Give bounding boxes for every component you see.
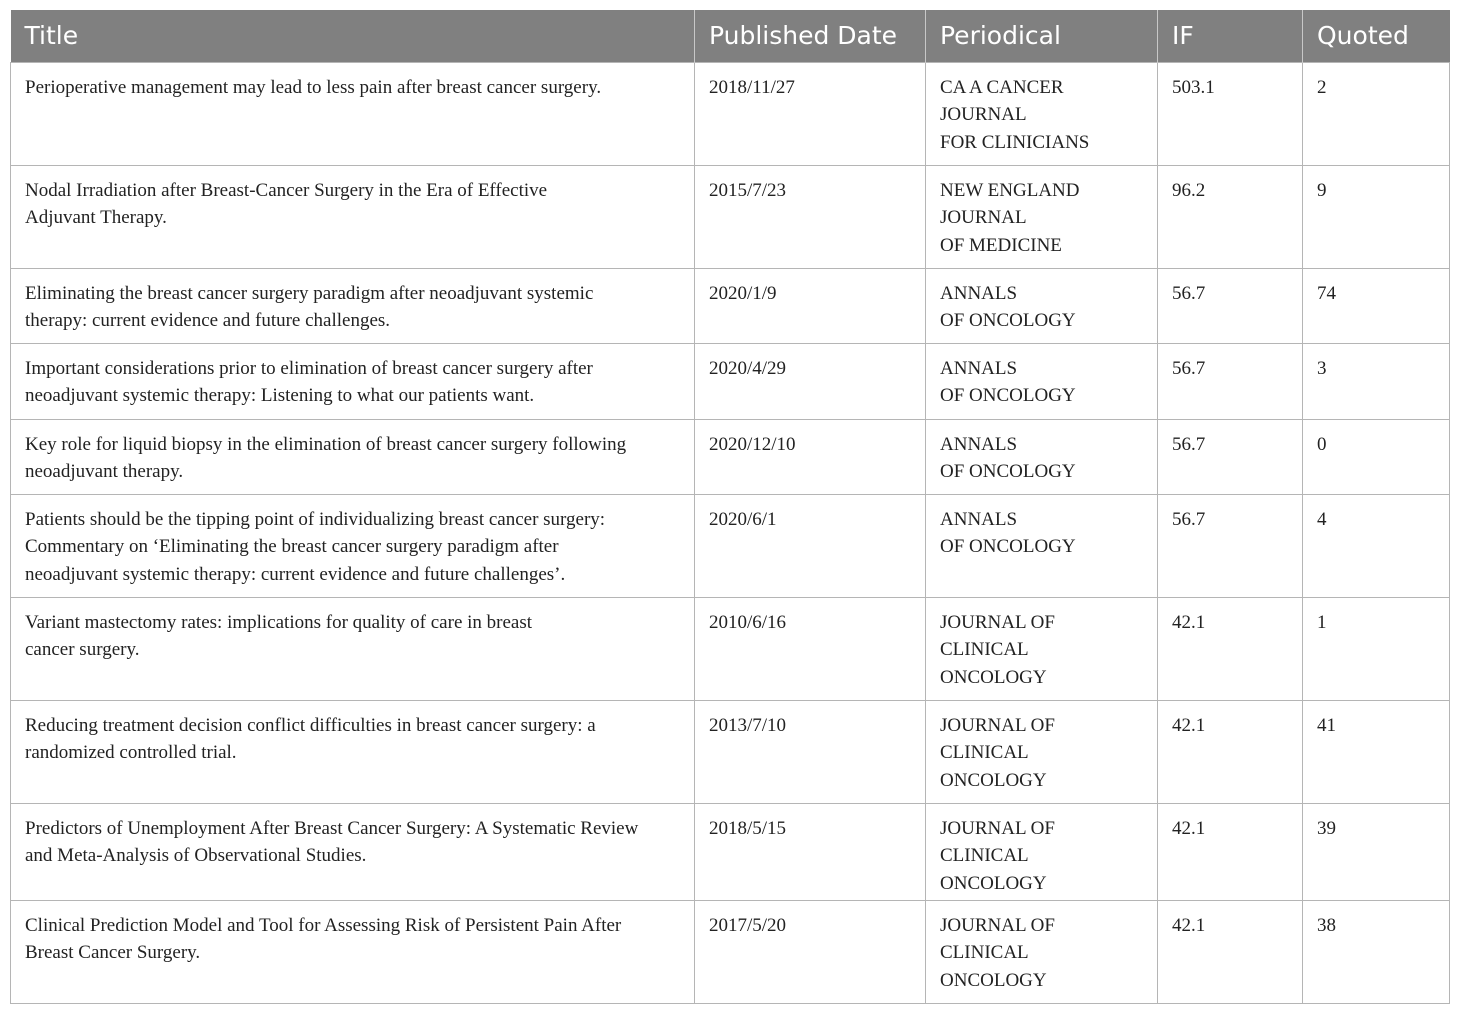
cell-published-date: 2010/6/16 xyxy=(695,597,926,700)
table-row xyxy=(11,494,1450,597)
header-quoted: Quoted xyxy=(1303,10,1450,62)
cell-title: Patients should be the tipping point of individualizing breast cancer surgery: Commentary on ‘Eliminating the breast cancer surgery paradigm after neoadjuvant systemic therapy: current evidence and future challenges’. xyxy=(11,494,695,597)
cell-if: 42.1 xyxy=(1158,803,1303,900)
cell-periodical: ANNALS OF ONCOLOGY xyxy=(926,494,1158,597)
cell-title: Variant mastectomy rates: implications for quality of care in breast cancer surgery. xyxy=(11,597,695,700)
cell-periodical: ANNALS OF ONCOLOGY xyxy=(926,268,1158,343)
cell-title: Clinical Prediction Model and Tool for Assessing Risk of Persistent Pain After Breast Cancer Surgery. xyxy=(11,900,695,1003)
cell-published-date: 2015/7/23 xyxy=(695,165,926,268)
table-row xyxy=(11,900,1450,1003)
cell-if: 503.1 xyxy=(1158,62,1303,165)
cell-quoted: 4 xyxy=(1303,494,1450,597)
cell-periodical: CA A CANCER JOURNAL FOR CLINICIANS xyxy=(926,62,1158,165)
cell-published-date: 2013/7/10 xyxy=(695,700,926,803)
cell-quoted: 0 xyxy=(1303,419,1450,494)
cell-quoted: 39 xyxy=(1303,803,1450,900)
cell-title: Perioperative management may lead to less pain after breast cancer surgery. xyxy=(11,62,695,165)
cell-published-date: 2018/11/27 xyxy=(695,62,926,165)
cell-if: 56.7 xyxy=(1158,419,1303,494)
cell-if: 42.1 xyxy=(1158,597,1303,700)
table-row xyxy=(11,803,1450,900)
header-if: IF xyxy=(1158,10,1303,62)
table-row xyxy=(11,165,1450,268)
cell-title: Key role for liquid biopsy in the elimination of breast cancer surgery following neoadjuvant therapy. xyxy=(11,419,695,494)
cell-quoted: 9 xyxy=(1303,165,1450,268)
cell-quoted: 2 xyxy=(1303,62,1450,165)
header-published-date: Published Date xyxy=(695,10,926,62)
publications-table xyxy=(10,10,1450,1004)
table-row xyxy=(11,700,1450,803)
cell-published-date: 2020/6/1 xyxy=(695,494,926,597)
publications-table-container xyxy=(10,10,1449,1004)
cell-periodical: JOURNAL OF CLINICAL ONCOLOGY xyxy=(926,803,1158,900)
cell-title: Nodal Irradiation after Breast-Cancer Surgery in the Era of Effective Adjuvant Therapy. xyxy=(11,165,695,268)
table-row xyxy=(11,343,1450,419)
cell-periodical: JOURNAL OF CLINICAL ONCOLOGY xyxy=(926,597,1158,700)
cell-published-date: 2017/5/20 xyxy=(695,900,926,1003)
cell-published-date: 2020/12/10 xyxy=(695,419,926,494)
cell-if: 42.1 xyxy=(1158,900,1303,1003)
cell-quoted: 38 xyxy=(1303,900,1450,1003)
header-periodical: Periodical xyxy=(926,10,1158,62)
cell-quoted: 74 xyxy=(1303,268,1450,343)
cell-published-date: 2020/1/9 xyxy=(695,268,926,343)
header-title: Title xyxy=(11,10,695,62)
cell-if: 56.7 xyxy=(1158,494,1303,597)
cell-periodical: ANNALS OF ONCOLOGY xyxy=(926,419,1158,494)
cell-published-date: 2018/5/15 xyxy=(695,803,926,900)
cell-title: Reducing treatment decision conflict difficulties in breast cancer surgery: a randomized controlled trial. xyxy=(11,700,695,803)
table-row xyxy=(11,597,1450,700)
table-row xyxy=(11,62,1450,165)
cell-if: 96.2 xyxy=(1158,165,1303,268)
cell-if: 56.7 xyxy=(1158,268,1303,343)
table-header-row xyxy=(11,10,1450,62)
table-row xyxy=(11,419,1450,494)
cell-title: Eliminating the breast cancer surgery paradigm after neoadjuvant systemic therapy: current evidence and future challenges. xyxy=(11,268,695,343)
cell-if: 56.7 xyxy=(1158,343,1303,419)
cell-periodical: JOURNAL OF CLINICAL ONCOLOGY xyxy=(926,700,1158,803)
cell-periodical: ANNALS OF ONCOLOGY xyxy=(926,343,1158,419)
cell-periodical: JOURNAL OF CLINICAL ONCOLOGY xyxy=(926,900,1158,1003)
cell-quoted: 41 xyxy=(1303,700,1450,803)
table-body xyxy=(11,62,1450,1003)
cell-quoted: 3 xyxy=(1303,343,1450,419)
cell-title: Predictors of Unemployment After Breast Cancer Surgery: A Systematic Review and Meta-Analysis of Observational Studies. xyxy=(11,803,695,900)
cell-title: Important considerations prior to elimination of breast cancer surgery after neoadjuvant systemic therapy: Listening to what our patients want. xyxy=(11,343,695,419)
cell-quoted: 1 xyxy=(1303,597,1450,700)
cell-published-date: 2020/4/29 xyxy=(695,343,926,419)
cell-periodical: NEW ENGLAND JOURNAL OF MEDICINE xyxy=(926,165,1158,268)
cell-if: 42.1 xyxy=(1158,700,1303,803)
table-row xyxy=(11,268,1450,343)
